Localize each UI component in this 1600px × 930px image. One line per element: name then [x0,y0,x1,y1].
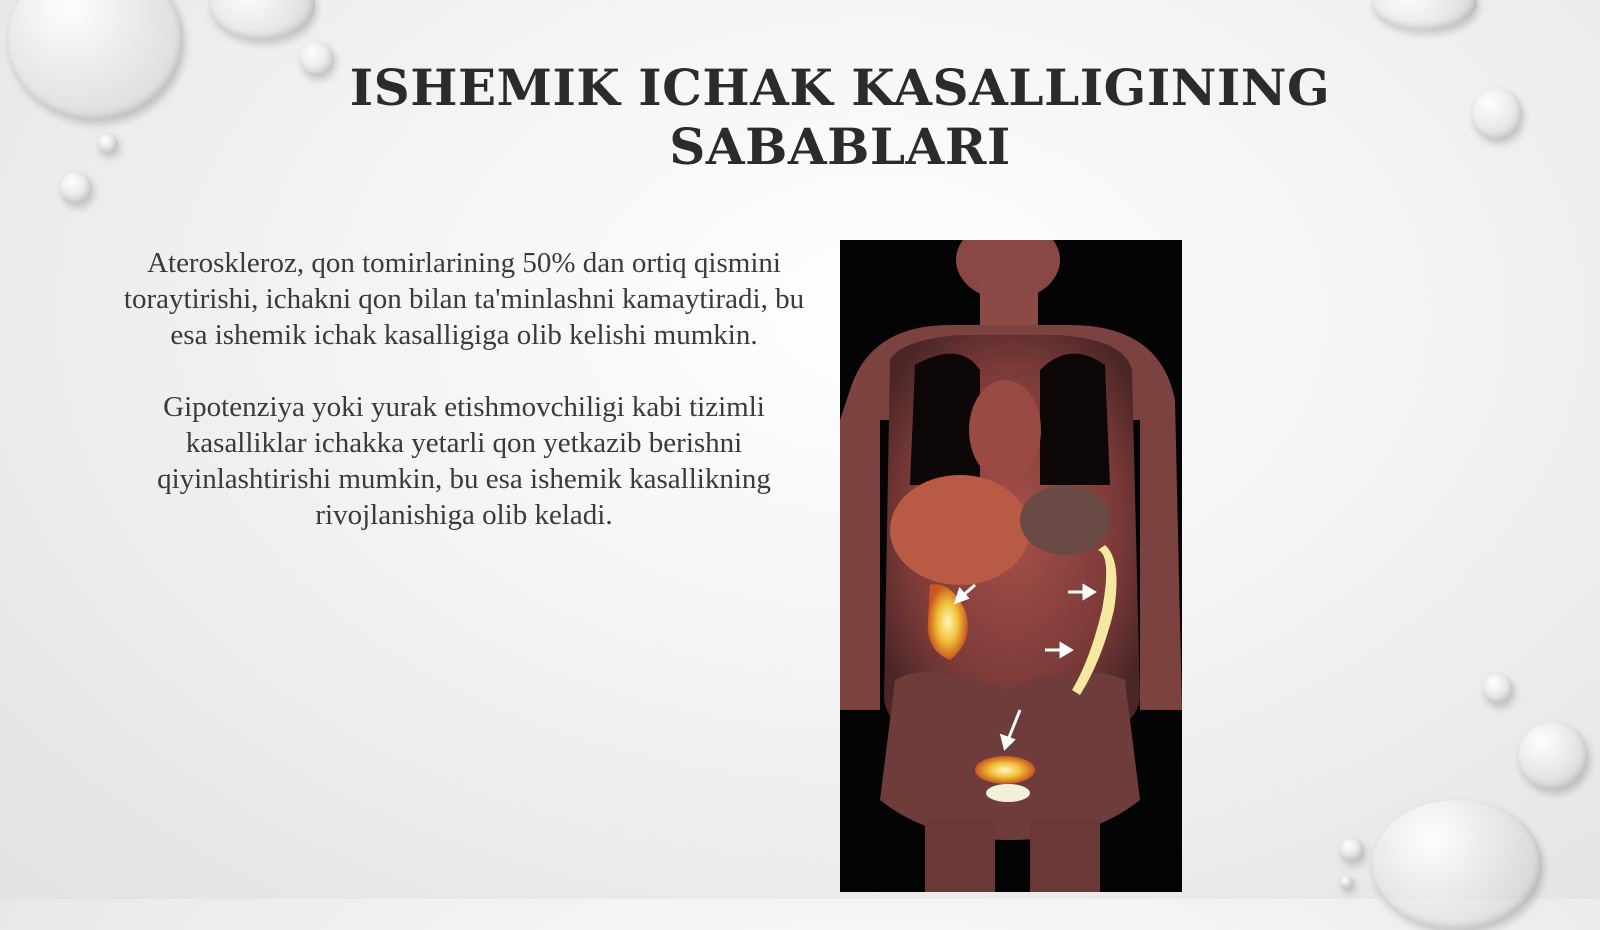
water-drop-decoration [98,134,118,154]
pet-ct-scan-image [840,240,1182,892]
water-drop-decoration [1340,876,1354,890]
paragraph-atherosclerosis: Ateroskleroz, qon tomirlarining 50% dan ortiq qismini toraytirishi, ichakni qon bilan ta'minlashni kamaytiradi, bu esa ishemik ichak kasalligiga olib kelishi mumkin. [123,247,805,351]
water-drop-decoration [1372,800,1542,930]
water-drop-decoration [60,172,92,204]
water-drop-decoration [1340,838,1364,862]
slide-body [108,245,820,569]
water-drop-decoration [1518,722,1588,790]
water-drop-decoration [8,0,183,120]
slide-title: ISHEMIK ICHAK KASALLIGINING SABABLARI [349,58,1331,176]
water-drop-decoration [210,0,315,40]
paragraph-hypotension: Gipotenziya yoki yurak etishmovchiligi kabi tizimli kasalliklar ichakka yetarli qon yetkazib berishni qiyinlashtirishi mumkin, bu esa ishemik kasallikning rivojlanishiga olib keladi. [157,391,771,531]
water-drop-decoration [1483,674,1513,704]
scan-illustration [840,240,1182,892]
water-drop-decoration [1472,88,1522,140]
water-drop-decoration [1372,0,1477,30]
